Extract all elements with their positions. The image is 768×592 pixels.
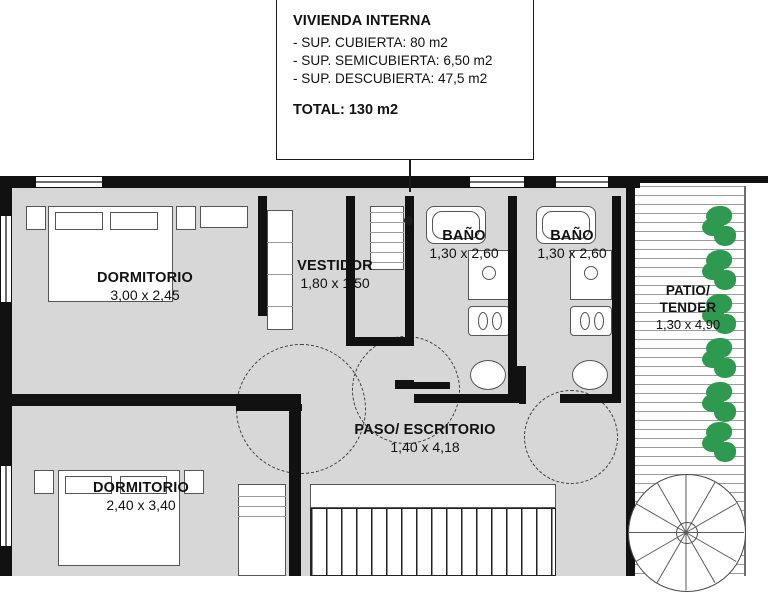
bath2-shower-drain xyxy=(584,266,598,280)
callout-anchor-dot xyxy=(404,216,413,225)
wall-jamb-c xyxy=(560,394,582,403)
room-label-bano-2: BAÑO 1,30 x 2,60 xyxy=(537,228,607,261)
bath1-sink xyxy=(470,360,506,390)
bath1-toilet-bowl-2 xyxy=(492,312,502,330)
wall-bedroom-divider xyxy=(12,394,250,406)
staircase xyxy=(310,508,556,576)
area-summary-callout xyxy=(276,0,534,160)
wall-bath2-right xyxy=(612,196,621,402)
spiral-spoke-1 xyxy=(686,532,744,533)
wall-right-outer-thin xyxy=(744,186,746,576)
wardrobe-bedroom-1 xyxy=(200,206,248,228)
room-label-paso-escritorio: PASO/ ESCRITORIO 1,40 x 4,18 xyxy=(354,422,496,455)
window-top-mid-line xyxy=(470,181,524,183)
wall-top-right-outer xyxy=(640,176,768,183)
bed-1-pillow-right xyxy=(110,212,158,230)
closet-right-line-1 xyxy=(370,212,404,213)
wall-bedroom1-right xyxy=(258,196,267,316)
room-label-vestidor: VESTIDOR 1,80 x 1,50 xyxy=(297,258,373,291)
stair-side-line-2 xyxy=(238,506,286,507)
nightstand-1-right xyxy=(176,206,196,230)
closet-right-line-4 xyxy=(370,242,404,243)
room-label-dormitorio-1: DORMITORIO 3,00 x 2,45 xyxy=(97,270,193,303)
closet-right-line-3 xyxy=(370,232,404,233)
door-leaf-paso-left xyxy=(236,404,302,411)
room-label-dormitorio-2: DORMITORIO 2,40 x 3,40 xyxy=(93,480,189,513)
room-label-patio-tender: PATIO/ TENDER 1,30 x 4,90 xyxy=(655,283,721,332)
right-margin xyxy=(744,186,768,576)
door-leaf-bath1 xyxy=(398,382,450,389)
window-left-line xyxy=(5,216,7,302)
stair-side-line-1 xyxy=(238,496,286,497)
callout-line-semicovered: - SUP. SEMICUBIERTA: 6,50 m2 xyxy=(293,53,493,68)
bath1-toilet xyxy=(468,306,510,336)
spiral-spoke-4 xyxy=(686,533,687,591)
wall-vestidor-bottom xyxy=(346,337,414,346)
callout-line-uncovered: - SUP. DESCUBIERTA: 47,5 m2 xyxy=(293,71,488,86)
callout-title: VIVIENDA INTERNA xyxy=(293,13,432,29)
bath2-toilet xyxy=(570,306,612,336)
window-top-right-line xyxy=(556,181,608,183)
bath1-toilet-bowl xyxy=(478,312,488,330)
bath2-toilet-bowl-2 xyxy=(594,312,604,330)
vegetation-icon-1 xyxy=(702,204,736,250)
closet-right-line-5 xyxy=(370,252,404,253)
stair-side-line-3 xyxy=(238,516,286,517)
bath2-toilet-bowl xyxy=(580,312,590,330)
door-leaf-bath2 xyxy=(519,366,526,404)
spiral-spoke-7 xyxy=(628,532,686,533)
closet-shelf-3 xyxy=(267,306,293,307)
bed-1-pillow-left xyxy=(55,212,103,230)
stair-landing xyxy=(310,484,556,508)
wall-bath-divider xyxy=(508,196,517,402)
callout-line-covered: - SUP. CUBIERTA: 80 m2 xyxy=(293,35,448,50)
window-left-lower-line xyxy=(5,466,7,546)
bath2-sink xyxy=(572,360,608,390)
spiral-spoke-10 xyxy=(686,475,687,533)
vegetation-icon-6 xyxy=(702,420,736,466)
vegetation-icon-4 xyxy=(702,336,736,382)
room-label-bano-1: BAÑO 1,30 x 2,60 xyxy=(429,228,499,261)
window-top-left-line xyxy=(36,181,102,183)
callout-leader-line xyxy=(409,160,411,192)
wall-bath-bottom xyxy=(414,394,522,403)
callout-total: TOTAL: 130 m2 xyxy=(293,102,399,118)
bath1-shower-drain xyxy=(482,266,496,280)
stair-side-closet xyxy=(238,484,286,576)
wall-bedroom2-right xyxy=(289,394,301,576)
nightstand-1-left xyxy=(26,206,46,230)
closet-right-line-2 xyxy=(370,222,404,223)
closet-shelf-1 xyxy=(267,242,293,243)
